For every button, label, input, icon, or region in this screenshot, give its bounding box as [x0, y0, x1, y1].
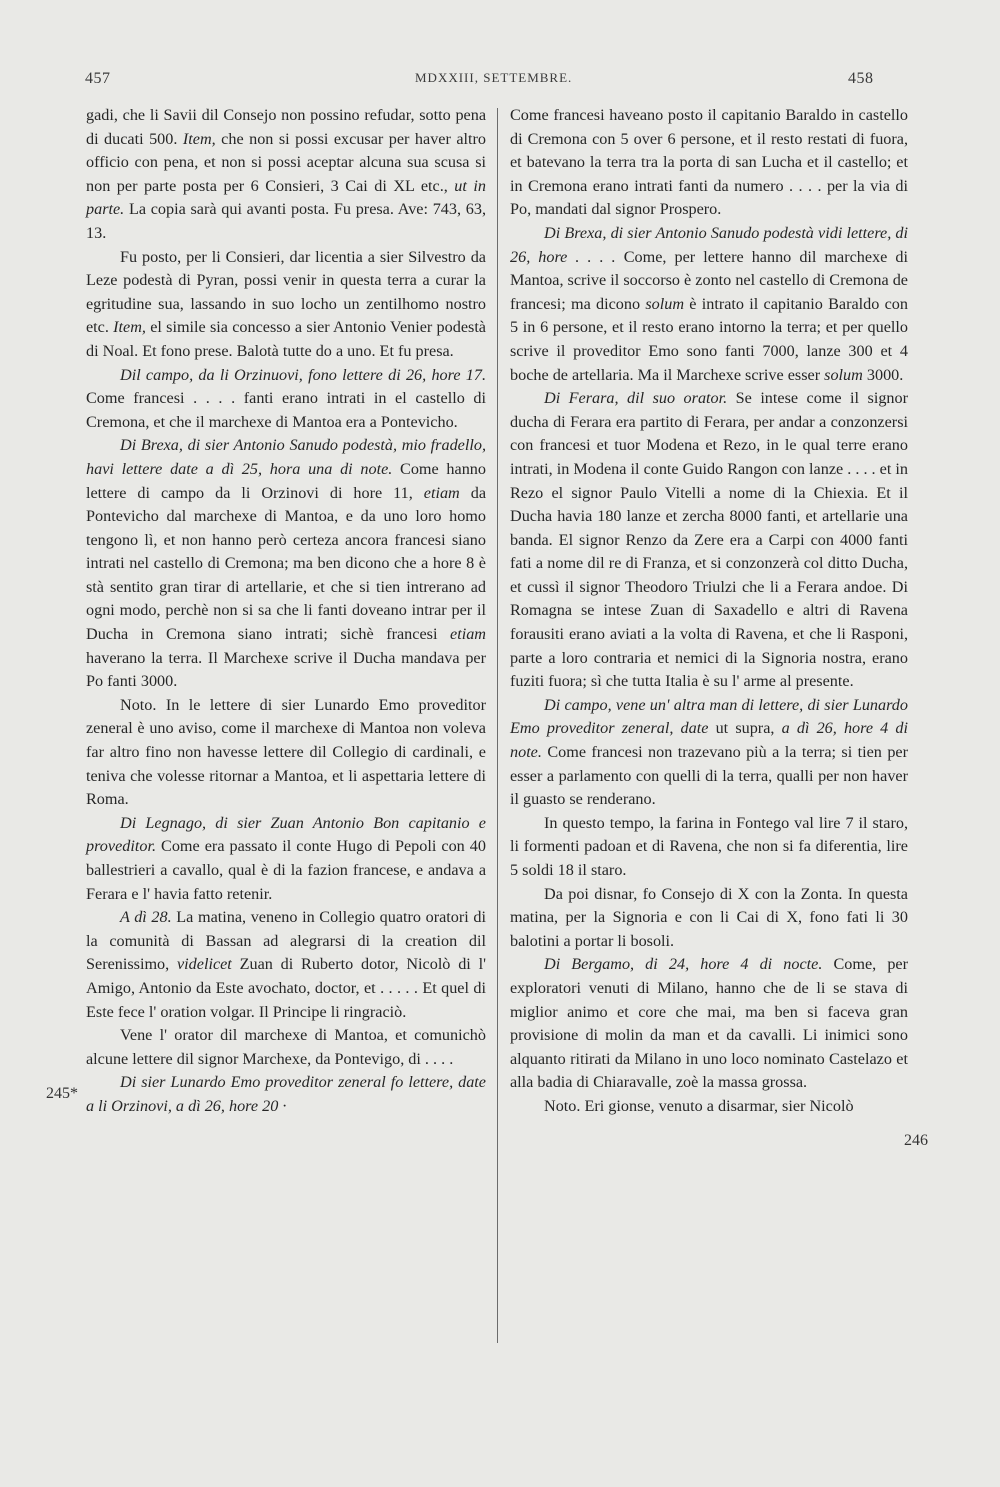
text-run: Se intese come il signor ducha di Ferara era partito di Ferara, per andar a conzonzersi con francesi et tuor Modena et Rezo, in le qual terre erano intrati, in Modena il conte Guido Rangon con lanze . . . . et in Rezo el signor Paulo Vitelli a nome di la Chiexia. Et il Ducha havia 180 lanze et zercha 8000 fanti, et artellarie una banda. El signor Renzo da Zere era a Carpi con 4000 fanti fati a nome dil re di Franza, et si conzonzerà col ditto Ducha, et cussì il signor Theodoro Triulzi che li a Ferara andoe. Di Romagna se intese Zuan di Saxadello e altri di Ravena forausiti erano aviati a la volta di Ravena, et che li Rasponi, parte a loro contraria et nemici di la Signoria nostra, erano fuziti fuora; sì che tutta Italia è su l' arme al presente.	[510, 389, 908, 691]
margin-number-right: 246	[904, 1132, 928, 1149]
text-run: La copia sarà qui avanti posta. Fu presa. Ave: 743, 63, 13.	[86, 200, 486, 242]
paragraph	[510, 953, 908, 1095]
page-number-right: 458	[848, 70, 874, 87]
text-run: Vene l' orator dil marchexe di Mantoa, et comunichò alcune lettere dil signor Marchexe, da Pontevigo, di . . . .	[86, 1026, 486, 1068]
italic-text: Di Brexa, di sier Antonio Sanudo podestà vidi lettere, di 26, hore . . . .	[510, 223, 908, 266]
italic-text: Di Ferara, dil suo orator.	[544, 389, 728, 408]
text-run: è intrato il capitanio Baraldo con 5 in 6 persone, et il resto erano intorno la terra; et per quello scrive il proveditor Emo sono fanti 7000, lanze 300 et 4 boche de artellaria. Ma il Marchexe scrive esser	[510, 294, 908, 384]
text-run: Come hanno lettere di campo da li Orzinovi di hore 11,	[86, 459, 486, 502]
italic-text: A dì 28.	[120, 908, 172, 927]
italic-text: etiam	[423, 483, 460, 502]
text-run: In questo tempo, la farina in Fontego val lire 7 il staro, li formenti padoan et di Ravena, che non si fa diferentia, lire 5 soldi 18 il staro.	[510, 813, 908, 879]
text-run: ut supra,	[708, 719, 782, 738]
text-run: Come francesi non trazevano più a la terra; si tien per esser a parlamento con quelli di la terra, qualli per non haver il guasto se renderano.	[510, 743, 908, 809]
text-run: Come era passato il conte Hugo di Pepoli con 40 ballestrieri a cavallo, qual è di la fazion francese, e andava a Ferara e l' havia fatto retenir.	[86, 837, 486, 903]
italic-text: solum	[645, 294, 685, 313]
paragraph	[86, 812, 486, 906]
paragraph	[510, 387, 908, 694]
left-column	[86, 104, 486, 1119]
text-run: Noto. In le lettere di sier Lunardo Emo proveditor zeneral è uno aviso, come il marchexe di Mantoa non voleva far altro fino non havesse lettere dil Collegio di cardinali, e teniva che volesse ritornar a Mantoa, et li aspettaria lettere di Roma.	[86, 695, 486, 809]
italic-text: solum	[824, 365, 863, 384]
margin-number-left: 245*	[46, 1085, 78, 1102]
paragraph	[510, 1095, 908, 1119]
right-column	[510, 104, 908, 1119]
text-run: el simile sia concesso a sier Antonio Venier podestà di Noal. Et fono prese. Balotà tutte do a uno. Et fu presa.	[86, 318, 486, 360]
text-run: Zuan di Ruberto dotor, Nicolò di l' Amigo, Antonio da Este avochato, doctor, et . . . . . Et quel di Este fece l' oration volgar. Il Principe li ringraciò.	[86, 955, 486, 1021]
italic-text: Di Legnago, di sier Zuan Antonio Bon capitanio e proveditor.	[86, 813, 486, 856]
text-run: Come francesi . . . . fanti erano intrati in el castello di Cremona, et che il marchexe di Mantoa era a Pontevicho.	[86, 389, 486, 431]
text-run: Come, per exploratori venuti di Milano, hanno che de li se stava di miglior animo et core che mai, ma ben si faceva gran provisione di molin da man et da cavalli. Li inimici sono alquanto ritirati da Milano in uno loco nominato Castelazo et alla badia di Chiaravalle, zoè la massa grossa.	[510, 955, 908, 1092]
italic-text: Di sier Lunardo Emo proveditor zeneral fo lettere, date a li Orzinovi, a dì 26, hore 20 ·	[86, 1073, 486, 1115]
italic-text: Di Brexa, di sier Antonio Sanudo podestà, mio fradello, havi lettere date a dì 25, hora una di note.	[86, 436, 486, 478]
text-run: Noto. Eri gionse, venuto a disarmar, sier Nicolò	[544, 1096, 854, 1115]
text-run: La matina, veneno in Collegio quatro oratori di la comunità di Bassan ad alegrarsi di la creation dil Serenissimo,	[86, 908, 487, 974]
paragraph	[86, 1071, 486, 1118]
paragraph	[86, 434, 486, 694]
paragraph	[86, 1024, 486, 1071]
text-run: gadi, che li Savii dil Consejo non possino refudar, sotto pena di ducati 500.	[86, 106, 486, 148]
italic-text: ut in parte.	[86, 176, 486, 219]
italic-text: Di Bergamo, di 24, hore 4 di nocte.	[544, 955, 823, 974]
paragraph	[86, 694, 486, 812]
paragraph	[86, 246, 486, 364]
italic-text: Di campo, vene un' altra man di lettere, di sier Lunardo Emo proveditor zeneral, date	[510, 695, 908, 738]
paragraph	[86, 364, 486, 435]
text-run: Come francesi haveano posto il capitanio Baraldo in castello di Cremona con 5 over 6 persone, et il resto restati di fuora, et batevano la terra tra la porta di san Lucha et il castello; et in Cremona erano intrati fanti da numero . . . . per la via di Po, mandati dal signor Prospero.	[510, 106, 908, 219]
text-run: Come, per lettere hanno dil marchexe di Mantoa, scrive il soccorso è zonto nel castello di Cremona de francesi; ma dicono	[510, 247, 908, 313]
italic-text: Item,	[113, 318, 146, 337]
page-number-left: 457	[85, 70, 111, 87]
paragraph	[510, 694, 908, 812]
paragraph	[510, 883, 908, 954]
text-run: Fu posto, per li Consieri, dar licentia a sier Silvestro da Leze podestà di Pyran, possi venir in questa terra a curar la egritudine sua, lassando in suo locho un zentilhomo nostro etc.	[86, 247, 486, 337]
text-run: da Pontevicho dal marchexe di Mantoa, e da uno loro homo tengono lì, et non hanno però certeza ancora francesi siano intrati nel castello di Cremona; ma ben dicono che a hore 8 è stà sentito gran tirar di artellarie, et che si tien intrerano ad ogni modo, perchè non si sa che li fanti doveano intrar per il Ducha in Cremona siano intrati; sichè francesi	[86, 483, 487, 644]
italic-text: Item,	[182, 129, 216, 148]
text-run: haverano la terra. Il Marchexe scrive il Ducha mandava per Po fanti 3000.	[86, 648, 486, 691]
column-divider	[497, 108, 498, 1343]
paragraph	[86, 104, 486, 246]
italic-text: videlicet	[176, 955, 232, 974]
paragraph	[510, 812, 908, 883]
italic-text: a dì 26, hore 4 di note.	[510, 719, 909, 762]
paragraph	[510, 222, 908, 387]
paragraph	[86, 906, 486, 1024]
paragraph	[510, 104, 908, 222]
running-header: MDXXIII, SETTEMBRE.	[415, 70, 573, 85]
text-run: che non si possi excusar per haver altro officio con pena, et non si possi aceptar alcuna sua scusa si non per parte posta per 6 Consieri, 3 Cai di XL etc.,	[86, 129, 486, 195]
italic-text: Dil campo, da li Orzinuovi, fono lettere di 26, hore 17.	[120, 365, 486, 384]
text-run: 3000.	[862, 365, 904, 384]
text-run: Da poi disnar, fo Consejo di X con la Zonta. In questa matina, per la Signoria e con li Cai di X, fono fati li 30 balotini a portar li bosoli.	[510, 884, 908, 950]
italic-text: etiam	[450, 625, 486, 644]
